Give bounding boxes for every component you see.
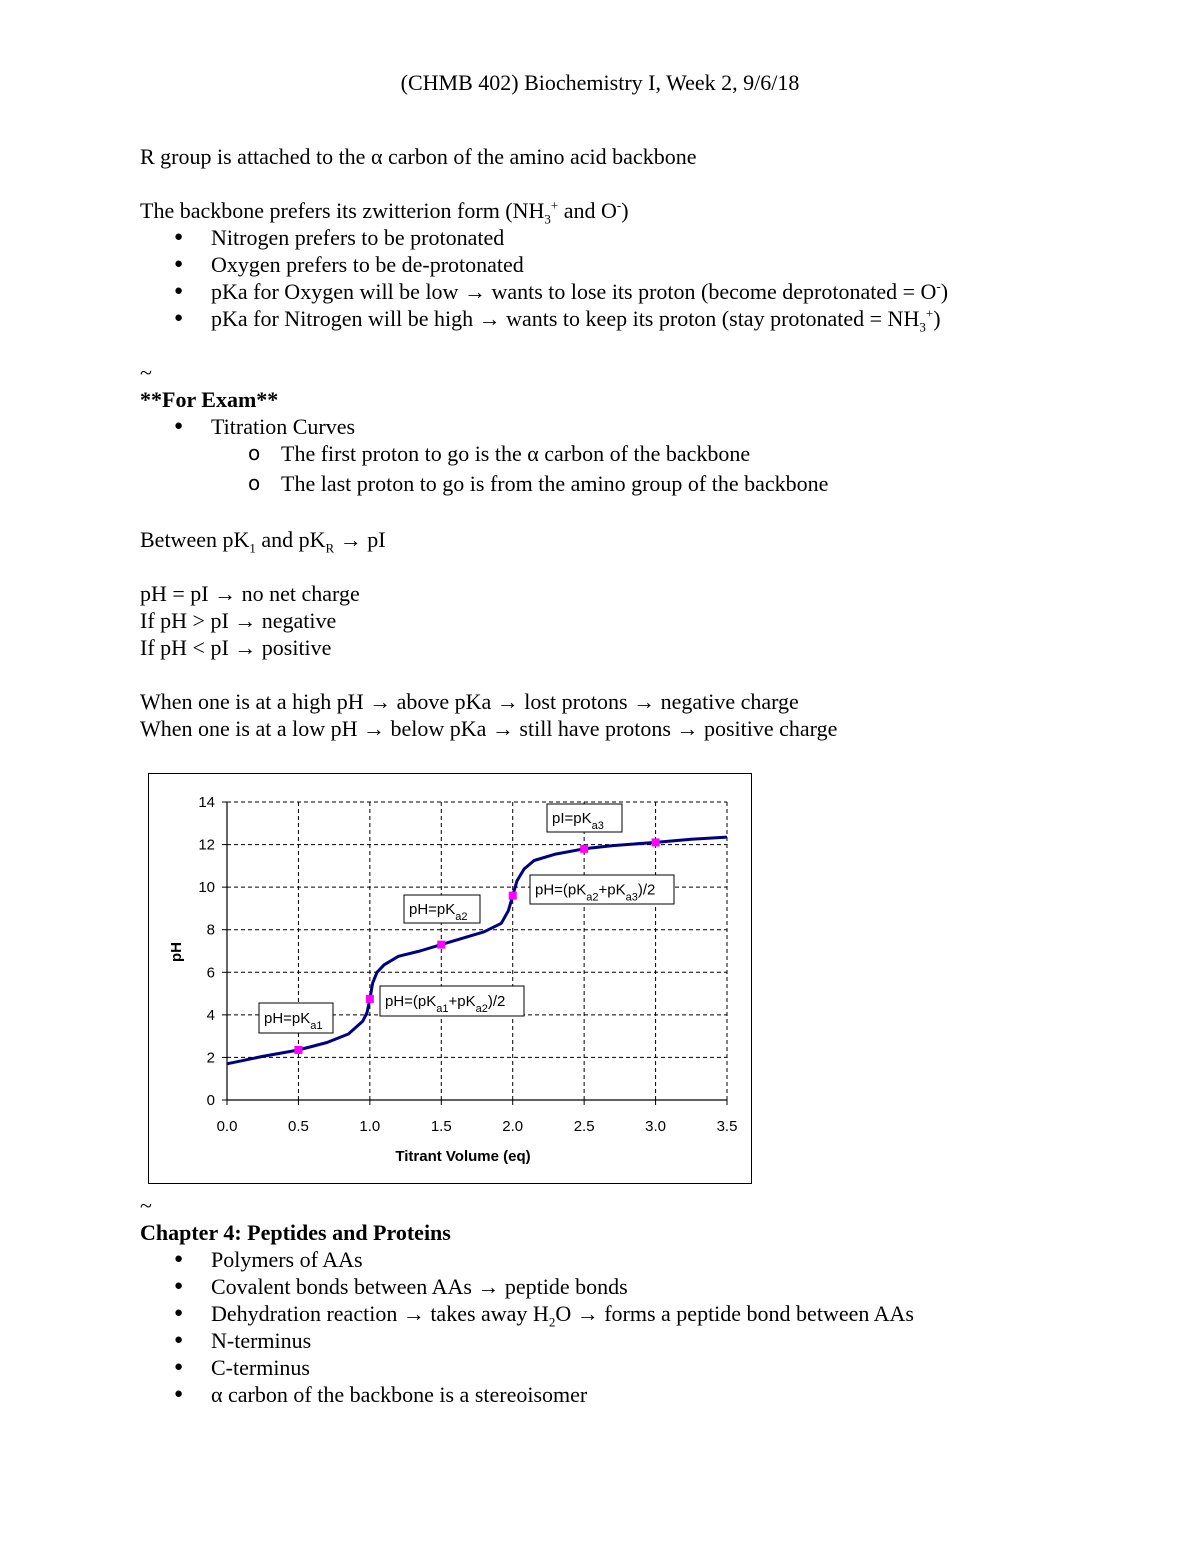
x-tick-label: 1.5 xyxy=(430,1118,452,1135)
ph-section xyxy=(140,688,837,742)
list-item: ● Nitrogen prefers to be protonated xyxy=(140,224,948,251)
chapter4-section xyxy=(140,1192,914,1408)
zwitterion-section xyxy=(140,197,949,335)
subscript: 3 xyxy=(919,319,926,335)
subscript: 3 xyxy=(544,211,551,227)
y-axis-label: pH xyxy=(168,942,185,962)
subscript: 2 xyxy=(548,1314,556,1330)
x-tick-label: 3.0 xyxy=(645,1118,667,1135)
tilde-separator: ~ xyxy=(140,1193,152,1218)
zwitterion-bullets xyxy=(140,224,949,335)
chart-grid xyxy=(227,802,727,1100)
sub-list-item: o The first proton to go is the α carbon of the backbone xyxy=(140,440,828,467)
pi-rule-line: If pH < pI → positive xyxy=(140,635,332,660)
pka-oxygen-text: pKa for Oxygen will be low → wants to lose its proton (become deprotonated = O xyxy=(211,279,937,304)
list-item: ● C-terminus xyxy=(140,1354,914,1381)
pi-section xyxy=(140,526,386,556)
x-tick-label: 0.5 xyxy=(287,1118,309,1135)
ph-line: When one is at a high pH → above pKa → lost protons → negative charge xyxy=(140,689,799,714)
superscript: + xyxy=(925,305,934,321)
superscript: - xyxy=(936,278,941,294)
pka-nitrogen-text: pKa for Nitrogen will be high → wants to keep its proton (stay protonated = NH xyxy=(211,306,920,331)
y-tick-label: 12 xyxy=(198,836,215,854)
sub-list-item: o The last proton to go is from the amino group of the backbone xyxy=(140,470,828,497)
exam-heading: **For Exam** xyxy=(140,387,279,412)
annotation-label: $pI=pK_{a3}$ xyxy=(552,810,604,832)
titration-chart-svg xyxy=(149,774,750,1182)
equivalence-marker xyxy=(294,1046,302,1054)
list-item: ● Polymers of AAs xyxy=(140,1246,914,1273)
x-tick-label: 0.0 xyxy=(216,1118,238,1135)
chart-markers xyxy=(294,838,659,1054)
annotation-label: $pH=(pK_{a1}+pK_{a2})/2$ xyxy=(385,993,506,1015)
list-item: ● α carbon of the backbone is a stereoisomer xyxy=(140,1381,914,1408)
chapter4-bullets xyxy=(140,1246,914,1408)
list-item: ● Oxygen prefers to be de-protonated xyxy=(140,251,948,278)
y-tick-label: 6 xyxy=(206,964,215,982)
equivalence-marker xyxy=(437,941,445,949)
x-tick-label: 2.5 xyxy=(573,1118,595,1135)
list-item: ● Titration Curves xyxy=(140,413,828,440)
x-axis-label: Titrant Volume (eq) xyxy=(395,1148,531,1165)
y-tick-label: 4 xyxy=(206,1006,215,1024)
list-item xyxy=(140,278,948,305)
pka-nitrogen-text: ) xyxy=(933,306,941,331)
dehydration-text: Dehydration reaction → takes away H xyxy=(211,1301,549,1326)
zwitterion-text: and O xyxy=(558,198,617,223)
zwitterion-text: ) xyxy=(621,198,629,223)
list-item: ● Covalent bonds between AAs → peptide bonds xyxy=(140,1273,914,1300)
list-item xyxy=(140,1300,914,1330)
titration-chart xyxy=(148,773,752,1184)
pi-rules xyxy=(140,580,360,661)
pka-oxygen-text: ) xyxy=(940,279,949,304)
ph-line: When one is at a low pH → below pKa → still have protons → positive charge xyxy=(140,716,838,741)
exam-section xyxy=(140,359,828,497)
y-tick-label: 8 xyxy=(206,921,215,939)
list-item xyxy=(140,305,948,335)
intro-section xyxy=(140,143,696,170)
superscript: + xyxy=(550,197,559,213)
tilde-separator: ~ xyxy=(140,360,152,385)
x-tick-label: 2.0 xyxy=(502,1118,524,1135)
equivalence-marker xyxy=(580,845,588,853)
equivalence-marker xyxy=(509,892,517,900)
chapter4-heading: Chapter 4: Peptides and Proteins xyxy=(140,1220,451,1245)
y-tick-label: 10 xyxy=(198,879,215,897)
annotation-label: $pH=pK_{a2}$ xyxy=(409,901,468,923)
chart-annotations xyxy=(259,804,674,1033)
between-text: → pI xyxy=(334,527,386,552)
exam-bullets xyxy=(140,413,828,497)
x-tick-label: 3.5 xyxy=(716,1118,738,1135)
between-text: Between pK xyxy=(140,527,250,552)
subscript: 1 xyxy=(249,540,256,556)
zwitterion-text: The backbone prefers its zwitterion form (NH xyxy=(140,198,545,223)
annotation-label: $pH=pK_{a1}$ xyxy=(264,1010,323,1032)
x-tick-label: 1.0 xyxy=(359,1118,381,1135)
between-line xyxy=(140,526,386,556)
annotation-label: $pH=(pK_{a2}+pK_{a3})/2$ xyxy=(535,881,656,904)
y-tick-label: 2 xyxy=(206,1049,215,1067)
pi-rule-line: If pH > pI → negative xyxy=(140,608,337,633)
list-item: ● N-terminus xyxy=(140,1327,914,1354)
r-group-line: R group is attached to the α carbon of the amino acid backbone xyxy=(140,144,697,169)
y-tick-label: 0 xyxy=(206,1092,215,1109)
between-text: and pK xyxy=(255,527,326,552)
subscript: R xyxy=(325,540,335,556)
superscript: - xyxy=(616,197,622,213)
pi-rule-line: pH = pI → no net charge xyxy=(140,581,360,606)
equivalence-marker xyxy=(652,838,660,846)
dehydration-text: O → forms a peptide bond between AAs xyxy=(555,1301,914,1326)
zwitterion-line xyxy=(140,197,948,227)
y-tick-label: 14 xyxy=(198,794,215,811)
page-header: (CHMB 402) Biochemistry I, Week 2, 9/6/18 xyxy=(400,70,800,95)
equivalence-marker xyxy=(366,995,374,1003)
